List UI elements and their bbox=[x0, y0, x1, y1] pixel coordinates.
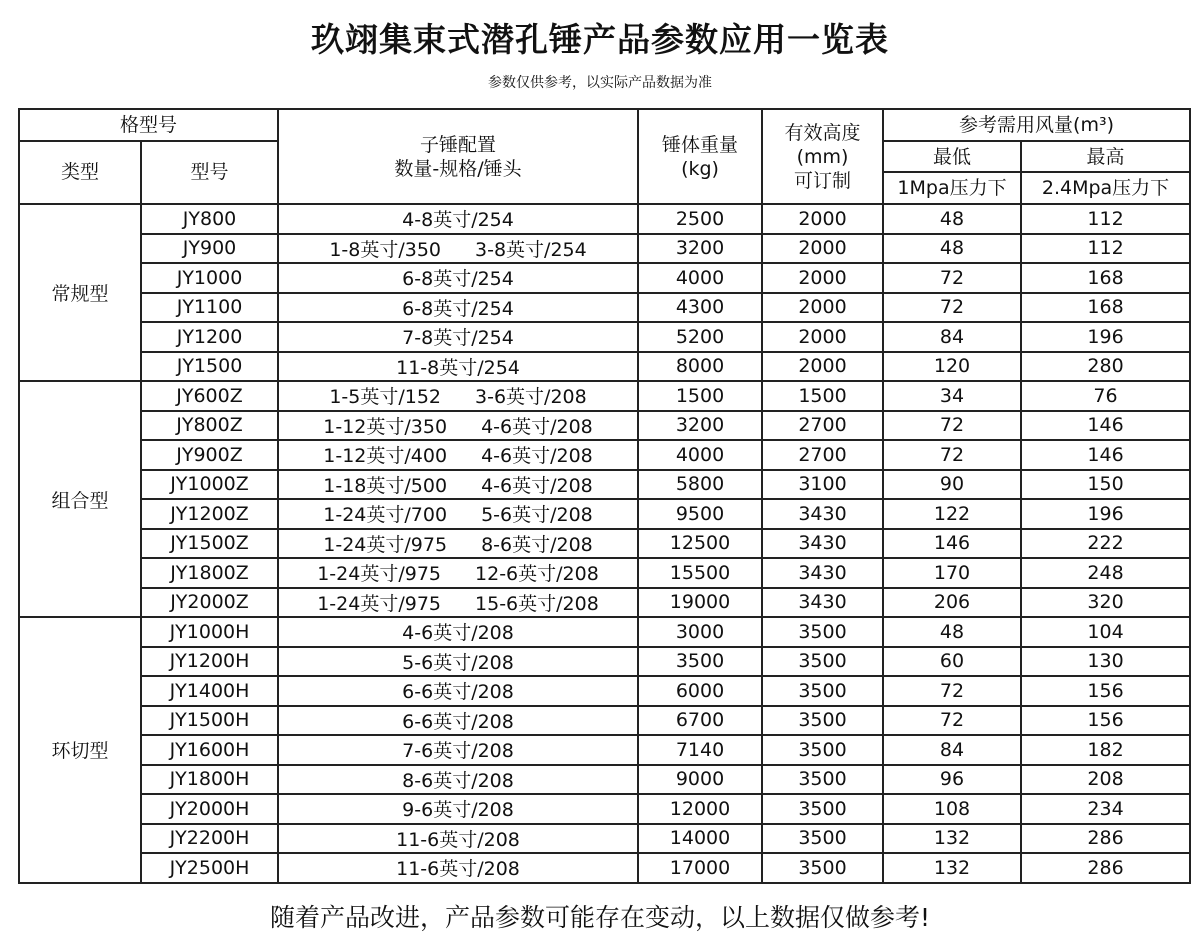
air-min-cell: 206 bbox=[883, 588, 1021, 618]
weight-cell: 3200 bbox=[638, 234, 762, 264]
height-cell: 1500 bbox=[762, 381, 883, 411]
config-part: 4-6英寸/208 bbox=[481, 474, 593, 497]
table-row bbox=[19, 411, 1190, 441]
air-min-cell: 90 bbox=[883, 470, 1021, 500]
table-row bbox=[19, 263, 1190, 293]
height-cell: 3500 bbox=[762, 794, 883, 824]
air-min-cell: 122 bbox=[883, 499, 1021, 529]
config-cell bbox=[278, 352, 638, 382]
table-row bbox=[19, 676, 1190, 706]
header-air-group: 参考需用风量(m³) bbox=[883, 109, 1190, 141]
air-max-cell: 286 bbox=[1021, 824, 1190, 854]
model-cell: JY2500H bbox=[141, 853, 278, 883]
table-row bbox=[19, 706, 1190, 736]
config-part: 1-5英寸/152 bbox=[329, 386, 442, 409]
table-row bbox=[19, 440, 1190, 470]
height-cell: 3500 bbox=[762, 706, 883, 736]
config-part: 4-6英寸/208 bbox=[402, 622, 514, 645]
air-max-cell: 168 bbox=[1021, 263, 1190, 293]
height-cell: 3500 bbox=[762, 735, 883, 765]
header-air-max-condition: 2.4Mpa压力下 bbox=[1021, 172, 1190, 204]
header-config bbox=[278, 109, 638, 204]
model-cell: JY2200H bbox=[141, 824, 278, 854]
model-cell: JY600Z bbox=[141, 381, 278, 411]
header-air-min: 最低 bbox=[883, 141, 1021, 173]
weight-cell: 14000 bbox=[638, 824, 762, 854]
model-cell: JY1500Z bbox=[141, 529, 278, 559]
air-max-cell: 112 bbox=[1021, 234, 1190, 264]
config-cell bbox=[278, 440, 638, 470]
air-min-cell: 84 bbox=[883, 735, 1021, 765]
model-cell: JY800Z bbox=[141, 411, 278, 441]
air-max-cell: 320 bbox=[1021, 588, 1190, 618]
page-footer-note: 随着产品改进，产品参数可能存在变动，以上数据仅做参考! bbox=[269, 903, 931, 932]
model-cell: JY1400H bbox=[141, 676, 278, 706]
height-cell: 2000 bbox=[762, 322, 883, 352]
table-row bbox=[19, 853, 1190, 883]
config-part: 15-6英寸/208 bbox=[475, 592, 599, 615]
header-weight bbox=[638, 109, 762, 204]
model-cell: JY1200Z bbox=[141, 499, 278, 529]
model-cell: JY900Z bbox=[141, 440, 278, 470]
air-max-cell: 234 bbox=[1021, 794, 1190, 824]
header-config-line1: 子锤配置 bbox=[420, 133, 497, 156]
config-part: 1-24英寸/700 bbox=[323, 504, 448, 527]
table-row bbox=[19, 204, 1190, 234]
table-row bbox=[19, 588, 1190, 618]
table-row bbox=[19, 352, 1190, 382]
air-max-cell: 150 bbox=[1021, 470, 1190, 500]
config-cell bbox=[278, 676, 638, 706]
weight-cell: 3000 bbox=[638, 617, 762, 647]
height-cell: 3500 bbox=[762, 647, 883, 677]
weight-cell: 4000 bbox=[638, 263, 762, 293]
table-row bbox=[19, 558, 1190, 588]
model-cell: JY1500 bbox=[141, 352, 278, 382]
header-config-line2: 数量-规格/锤头 bbox=[394, 157, 522, 180]
config-cell bbox=[278, 234, 638, 264]
table-row bbox=[19, 647, 1190, 677]
air-max-cell: 286 bbox=[1021, 853, 1190, 883]
config-cell bbox=[278, 794, 638, 824]
config-part: 4-6英寸/208 bbox=[481, 445, 593, 468]
config-part: 8-6英寸/208 bbox=[402, 769, 514, 792]
config-part: 5-6英寸/208 bbox=[481, 504, 593, 527]
header-height-line2: (mm) bbox=[796, 145, 849, 168]
weight-cell: 4300 bbox=[638, 293, 762, 323]
config-part: 1-24英寸/975 bbox=[317, 563, 442, 586]
height-cell: 3500 bbox=[762, 824, 883, 854]
config-part: 8-6英寸/208 bbox=[481, 533, 593, 556]
table-row bbox=[19, 322, 1190, 352]
page-subtitle: 参数仅供参考，以实际产品数据为准 bbox=[488, 75, 712, 91]
air-min-cell: 72 bbox=[883, 411, 1021, 441]
air-min-cell: 170 bbox=[883, 558, 1021, 588]
header-height-line1: 有效高度 bbox=[784, 121, 861, 144]
height-cell: 3430 bbox=[762, 588, 883, 618]
weight-cell: 6700 bbox=[638, 706, 762, 736]
air-max-cell: 222 bbox=[1021, 529, 1190, 559]
table-row bbox=[19, 529, 1190, 559]
table-row bbox=[19, 470, 1190, 500]
config-part: 11-8英寸/254 bbox=[396, 356, 520, 379]
config-part: 6-6英寸/208 bbox=[402, 710, 514, 733]
config-part: 1-8英寸/350 bbox=[329, 238, 442, 261]
table-row bbox=[19, 381, 1190, 411]
air-min-cell: 60 bbox=[883, 647, 1021, 677]
model-cell: JY1800H bbox=[141, 765, 278, 795]
height-cell: 3500 bbox=[762, 765, 883, 795]
weight-cell: 8000 bbox=[638, 352, 762, 382]
config-cell bbox=[278, 381, 638, 411]
air-max-cell: 104 bbox=[1021, 617, 1190, 647]
air-min-cell: 84 bbox=[883, 322, 1021, 352]
config-part: 1-12英寸/400 bbox=[323, 445, 448, 468]
weight-cell: 7140 bbox=[638, 735, 762, 765]
config-cell bbox=[278, 765, 638, 795]
config-part: 1-24英寸/975 bbox=[317, 592, 442, 615]
config-part: 7-8英寸/254 bbox=[402, 327, 514, 350]
config-cell bbox=[278, 706, 638, 736]
header-weight-line1: 锤体重量 bbox=[662, 133, 739, 156]
config-cell bbox=[278, 647, 638, 677]
weight-cell: 17000 bbox=[638, 853, 762, 883]
model-cell: JY900 bbox=[141, 234, 278, 264]
model-cell: JY1500H bbox=[141, 706, 278, 736]
config-cell bbox=[278, 470, 638, 500]
air-max-cell: 156 bbox=[1021, 706, 1190, 736]
config-cell bbox=[278, 588, 638, 618]
config-part: 5-6英寸/208 bbox=[402, 651, 514, 674]
config-part: 1-18英寸/500 bbox=[323, 474, 448, 497]
table-header bbox=[19, 109, 1190, 204]
air-max-cell: 280 bbox=[1021, 352, 1190, 382]
config-part: 6-6英寸/208 bbox=[402, 681, 514, 704]
height-cell: 2000 bbox=[762, 263, 883, 293]
category-cell: 组合型 bbox=[19, 381, 141, 617]
table-row bbox=[19, 765, 1190, 795]
height-cell: 3430 bbox=[762, 558, 883, 588]
weight-cell: 6000 bbox=[638, 676, 762, 706]
config-cell bbox=[278, 853, 638, 883]
air-max-cell: 208 bbox=[1021, 765, 1190, 795]
table-row bbox=[19, 293, 1190, 323]
model-cell: JY2000H bbox=[141, 794, 278, 824]
height-cell: 2000 bbox=[762, 234, 883, 264]
model-cell: JY2000Z bbox=[141, 588, 278, 618]
config-cell bbox=[278, 824, 638, 854]
air-min-cell: 96 bbox=[883, 765, 1021, 795]
air-max-cell: 168 bbox=[1021, 293, 1190, 323]
header-weight-line2: (kg) bbox=[681, 157, 719, 180]
weight-cell: 9500 bbox=[638, 499, 762, 529]
height-cell: 3500 bbox=[762, 676, 883, 706]
header-category: 类型 bbox=[19, 141, 141, 204]
air-min-cell: 132 bbox=[883, 853, 1021, 883]
model-cell: JY1200H bbox=[141, 647, 278, 677]
config-cell bbox=[278, 322, 638, 352]
model-cell: JY1600H bbox=[141, 735, 278, 765]
weight-cell: 19000 bbox=[638, 588, 762, 618]
air-max-cell: 156 bbox=[1021, 676, 1190, 706]
config-part: 7-6英寸/208 bbox=[402, 740, 514, 763]
table-row bbox=[19, 499, 1190, 529]
weight-cell: 5800 bbox=[638, 470, 762, 500]
header-air-min-condition: 1Mpa压力下 bbox=[883, 172, 1021, 204]
air-max-cell: 196 bbox=[1021, 322, 1190, 352]
air-min-cell: 108 bbox=[883, 794, 1021, 824]
config-part: 6-8英寸/254 bbox=[402, 268, 514, 291]
height-cell: 3100 bbox=[762, 470, 883, 500]
weight-cell: 12500 bbox=[638, 529, 762, 559]
air-max-cell: 146 bbox=[1021, 440, 1190, 470]
height-cell: 2000 bbox=[762, 293, 883, 323]
air-min-cell: 132 bbox=[883, 824, 1021, 854]
air-max-cell: 182 bbox=[1021, 735, 1190, 765]
air-min-cell: 48 bbox=[883, 234, 1021, 264]
air-min-cell: 72 bbox=[883, 706, 1021, 736]
category-cell: 环切型 bbox=[19, 617, 141, 883]
air-max-cell: 196 bbox=[1021, 499, 1190, 529]
height-cell: 2700 bbox=[762, 411, 883, 441]
air-min-cell: 146 bbox=[883, 529, 1021, 559]
config-part: 3-8英寸/254 bbox=[475, 238, 587, 261]
page-title: 玖翊集束式潜孔锤产品参数应用一览表 bbox=[311, 20, 889, 59]
air-min-cell: 72 bbox=[883, 676, 1021, 706]
model-cell: JY800 bbox=[141, 204, 278, 234]
model-cell: JY1000 bbox=[141, 263, 278, 293]
weight-cell: 15500 bbox=[638, 558, 762, 588]
table-row bbox=[19, 617, 1190, 647]
header-height bbox=[762, 109, 883, 204]
config-part: 1-24英寸/975 bbox=[323, 533, 448, 556]
weight-cell: 2500 bbox=[638, 204, 762, 234]
height-cell: 2700 bbox=[762, 440, 883, 470]
air-max-cell: 146 bbox=[1021, 411, 1190, 441]
model-cell: JY1100 bbox=[141, 293, 278, 323]
config-cell bbox=[278, 735, 638, 765]
air-min-cell: 72 bbox=[883, 263, 1021, 293]
config-cell bbox=[278, 293, 638, 323]
air-min-cell: 48 bbox=[883, 617, 1021, 647]
model-cell: JY1200 bbox=[141, 322, 278, 352]
weight-cell: 9000 bbox=[638, 765, 762, 795]
weight-cell: 4000 bbox=[638, 440, 762, 470]
weight-cell: 12000 bbox=[638, 794, 762, 824]
config-cell bbox=[278, 529, 638, 559]
weight-cell: 3200 bbox=[638, 411, 762, 441]
air-max-cell: 76 bbox=[1021, 381, 1190, 411]
header-model-group: 格型号 bbox=[19, 109, 278, 141]
header-model: 型号 bbox=[141, 141, 278, 204]
weight-cell: 5200 bbox=[638, 322, 762, 352]
weight-cell: 3500 bbox=[638, 647, 762, 677]
config-part: 9-6英寸/208 bbox=[402, 799, 514, 822]
model-cell: JY1000H bbox=[141, 617, 278, 647]
height-cell: 2000 bbox=[762, 204, 883, 234]
config-cell bbox=[278, 204, 638, 234]
model-cell: JY1800Z bbox=[141, 558, 278, 588]
air-max-cell: 112 bbox=[1021, 204, 1190, 234]
header-air-max: 最高 bbox=[1021, 141, 1190, 173]
config-part: 11-6英寸/208 bbox=[396, 828, 520, 851]
air-min-cell: 48 bbox=[883, 204, 1021, 234]
table-row bbox=[19, 234, 1190, 264]
config-cell bbox=[278, 411, 638, 441]
table-row bbox=[19, 794, 1190, 824]
height-cell: 2000 bbox=[762, 352, 883, 382]
table-body bbox=[19, 204, 1190, 883]
config-part: 1-12英寸/350 bbox=[323, 415, 448, 438]
air-min-cell: 34 bbox=[883, 381, 1021, 411]
category-cell: 常规型 bbox=[19, 204, 141, 381]
config-part: 12-6英寸/208 bbox=[475, 563, 599, 586]
weight-cell: 1500 bbox=[638, 381, 762, 411]
table-row bbox=[19, 824, 1190, 854]
air-min-cell: 120 bbox=[883, 352, 1021, 382]
config-cell bbox=[278, 558, 638, 588]
height-cell: 3430 bbox=[762, 529, 883, 559]
air-min-cell: 72 bbox=[883, 293, 1021, 323]
air-max-cell: 130 bbox=[1021, 647, 1190, 677]
config-part: 4-8英寸/254 bbox=[402, 209, 514, 232]
height-cell: 3500 bbox=[762, 853, 883, 883]
config-cell bbox=[278, 263, 638, 293]
config-cell bbox=[278, 499, 638, 529]
config-cell bbox=[278, 617, 638, 647]
header-height-line3: 可订制 bbox=[794, 169, 852, 192]
height-cell: 3500 bbox=[762, 617, 883, 647]
config-part: 4-6英寸/208 bbox=[481, 415, 593, 438]
parameter-table bbox=[18, 108, 1191, 884]
air-min-cell: 72 bbox=[883, 440, 1021, 470]
air-max-cell: 248 bbox=[1021, 558, 1190, 588]
table-row bbox=[19, 735, 1190, 765]
height-cell: 3430 bbox=[762, 499, 883, 529]
model-cell: JY1000Z bbox=[141, 470, 278, 500]
config-part: 6-8英寸/254 bbox=[402, 297, 514, 320]
config-part: 3-6英寸/208 bbox=[475, 386, 587, 409]
config-part: 11-6英寸/208 bbox=[396, 858, 520, 881]
